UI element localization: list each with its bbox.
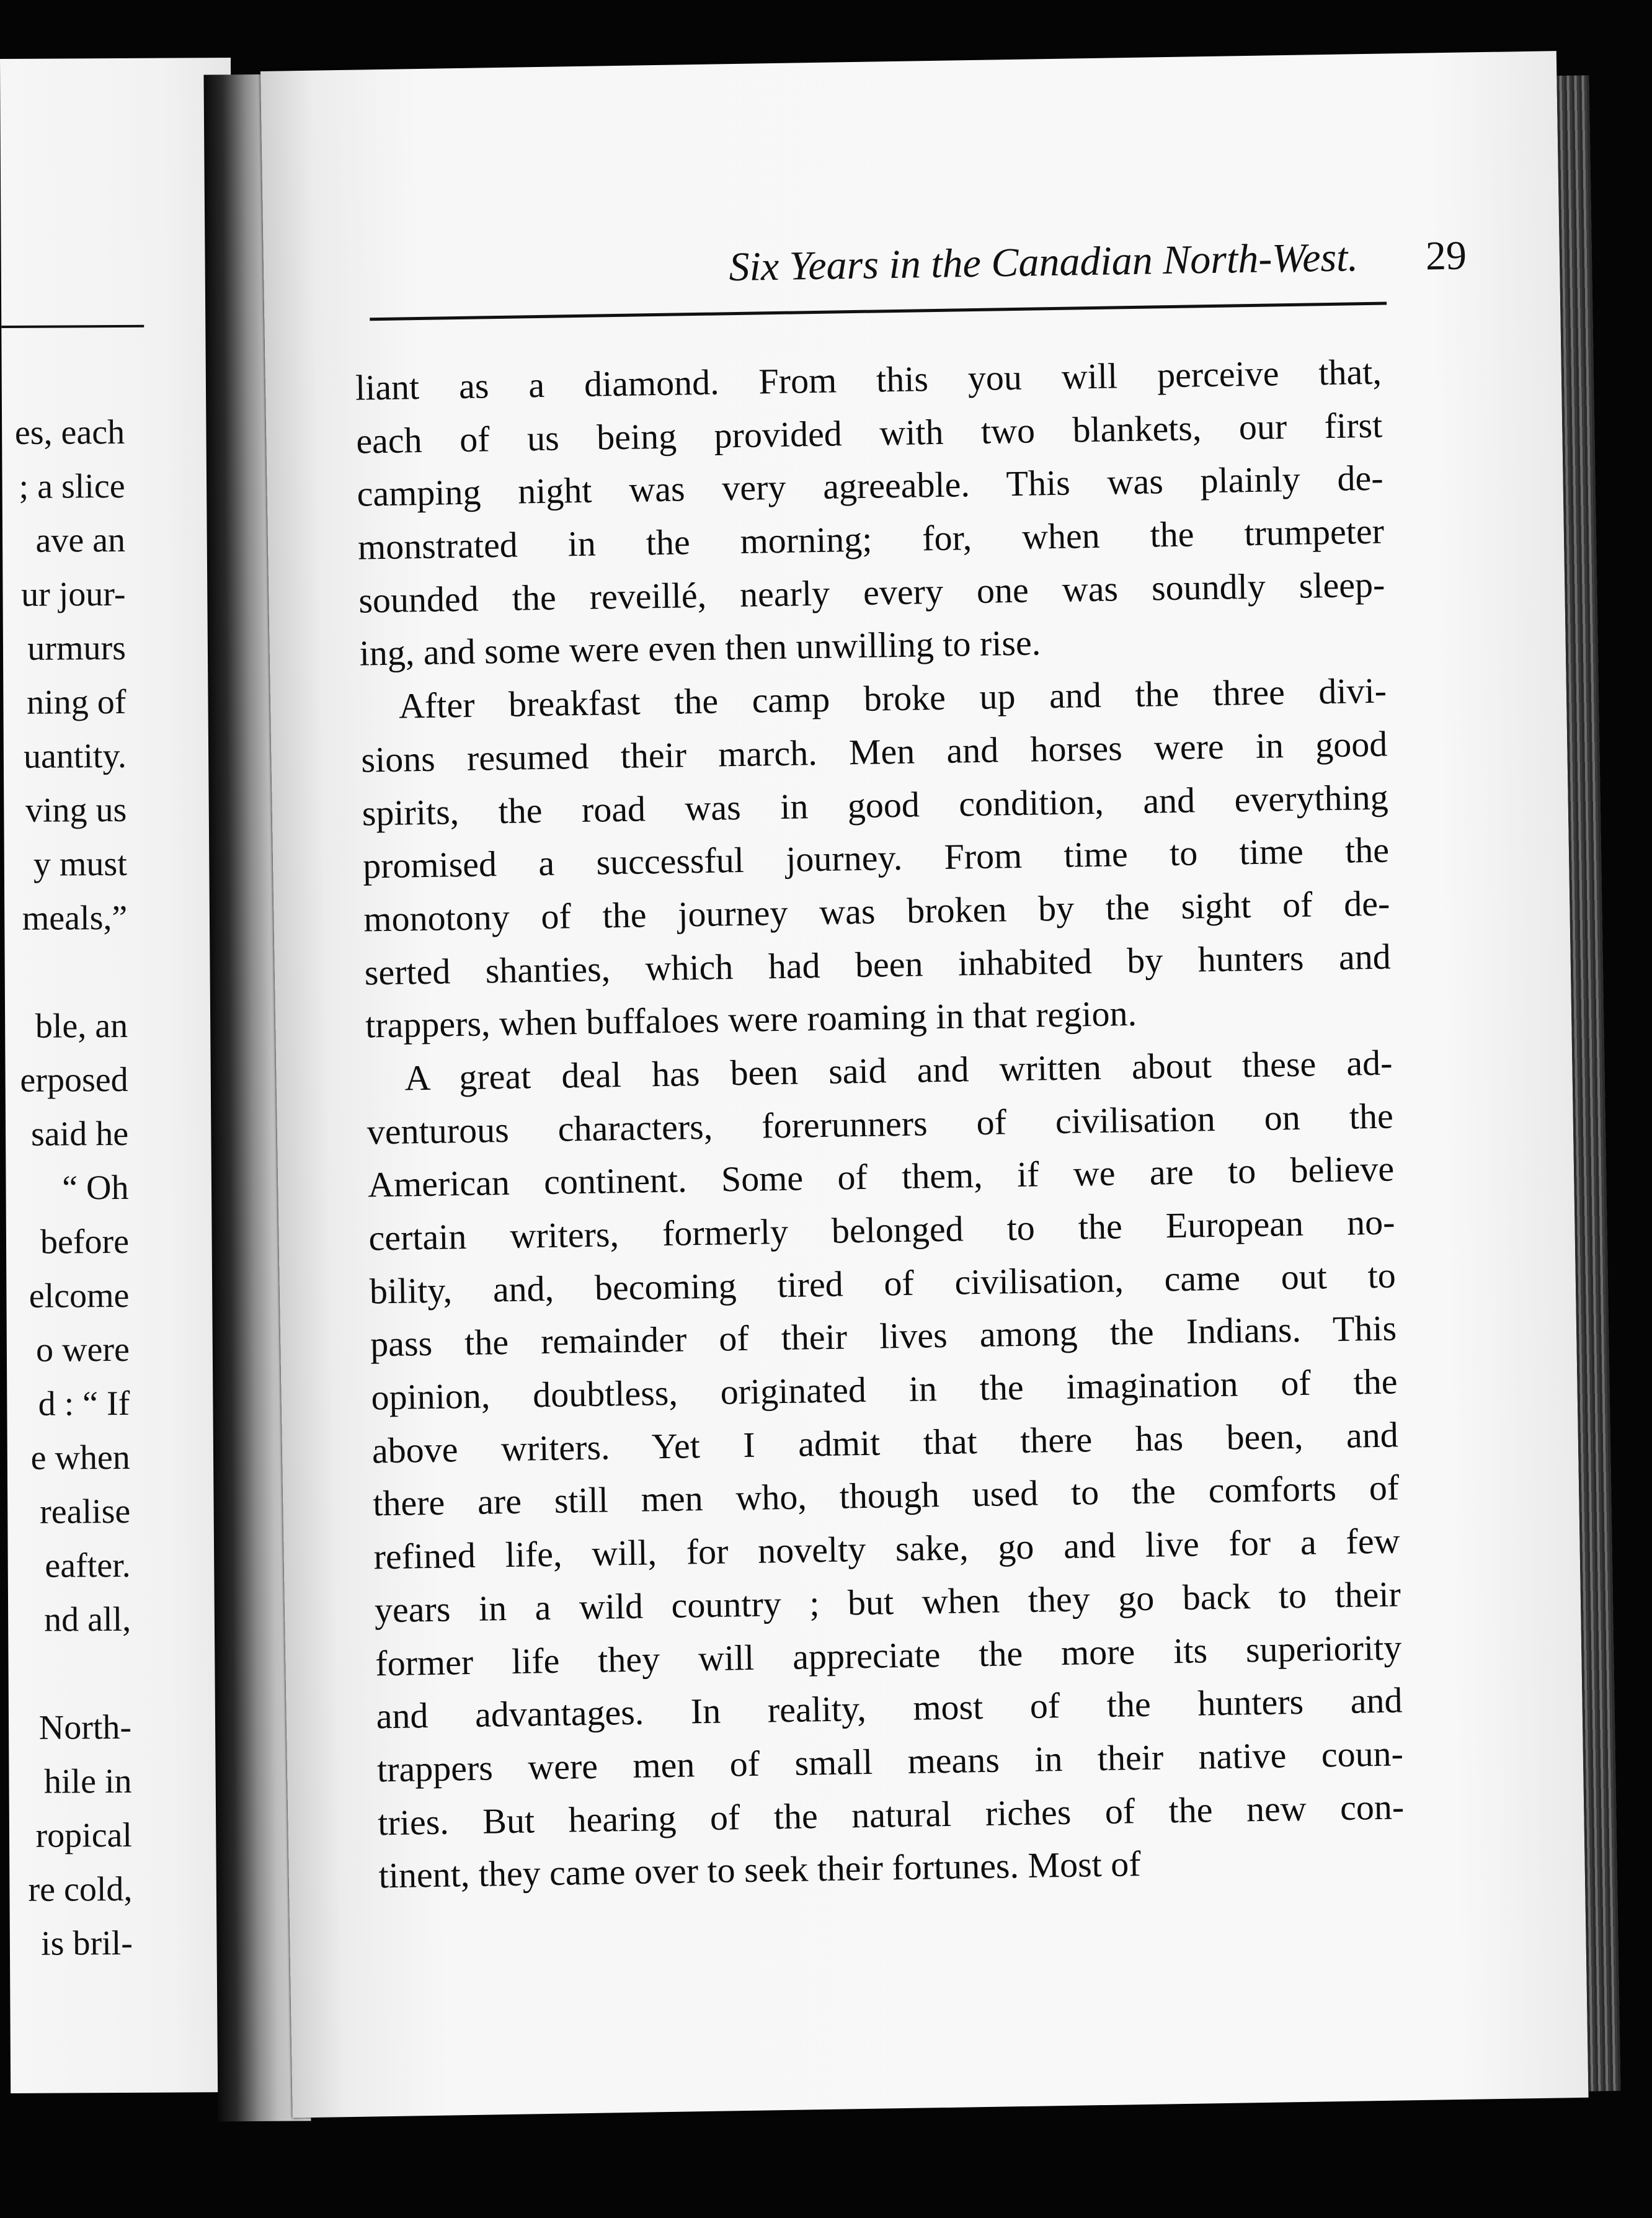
previous-page-line: elcome xyxy=(29,1276,130,1316)
text-line: serted shanties, which had been inhabited by hunters and xyxy=(364,936,1392,993)
running-title: Six Years in the Canadian North-West. xyxy=(728,234,1359,290)
text-line: certain writers, formerly belonged to the European no- xyxy=(368,1201,1395,1258)
previous-page-line: “ Oh xyxy=(62,1168,129,1208)
previous-page-line xyxy=(4,945,127,1000)
previous-page-line: hile in xyxy=(43,1761,132,1801)
previous-page-line: ur jour- xyxy=(20,574,126,614)
text-line: bility, and, becoming tired of civilisation, came out to xyxy=(369,1255,1397,1312)
body-text xyxy=(355,345,1405,1903)
previous-page-line: d : “ If xyxy=(38,1384,130,1423)
previous-page-line: realise xyxy=(39,1492,131,1531)
text-line: former life they will appreciate the more its superiority xyxy=(375,1626,1402,1683)
previous-page-line: is bril- xyxy=(40,1923,133,1963)
previous-page-line: said he xyxy=(30,1114,129,1154)
text-line: American continent. Some of them, if we are to believe xyxy=(367,1148,1395,1205)
page-number: 29 xyxy=(1425,233,1467,279)
text-line: and advantages. In reality, most of the hunters and xyxy=(376,1680,1403,1737)
previous-page-line: ble, an xyxy=(35,1006,128,1046)
text-line: camping night was very agreeable. This was plainly de- xyxy=(357,458,1384,515)
book-page xyxy=(260,51,1589,2118)
text-line: venturous characters, forerunners of civilisation on the xyxy=(366,1095,1394,1152)
text-line: monotony of the journey was broken by the sight of de- xyxy=(363,883,1390,940)
header-rule xyxy=(370,302,1387,321)
paragraph xyxy=(355,345,1386,680)
text-line: monstrated in the morning; for, when the trumpeter xyxy=(357,510,1385,568)
previous-page-line: re cold, xyxy=(28,1869,133,1909)
previous-page-line: North- xyxy=(38,1708,132,1747)
text-line: tries. But hearing of the natural riches of the new con- xyxy=(377,1786,1405,1843)
running-head xyxy=(375,232,1467,305)
text-line: A great deal has been said and written about these ad- xyxy=(404,1042,1393,1098)
text-line: trappers, when buffaloes were roaming in that region. xyxy=(365,993,1137,1046)
paragraph xyxy=(366,1036,1405,1902)
text-line: sounded the reveillé, nearly every one was soundly sleep- xyxy=(358,564,1385,621)
previous-page-line: e when xyxy=(30,1438,130,1477)
previous-page-line: urmurs xyxy=(27,628,127,668)
text-line: opinion, doubtless, originated in the imagination of the xyxy=(371,1361,1398,1418)
text-line: trappers were men of small means in their native coun- xyxy=(376,1733,1404,1790)
text-line: refined life, will, for novelty sake, go and live for a few xyxy=(373,1520,1400,1577)
previous-page-text xyxy=(2,406,133,1971)
previous-page-line: o were xyxy=(35,1330,130,1370)
text-line: ing, and some were even then unwilling to rise. xyxy=(359,622,1041,674)
previous-page-line: es, each xyxy=(14,412,125,452)
previous-page-line: erposed xyxy=(20,1060,128,1100)
previous-page-line: eafter. xyxy=(45,1546,131,1585)
previous-page-line: ave an xyxy=(35,520,126,560)
text-line: liant as a diamond. From this you will perceive that, xyxy=(355,351,1382,408)
text-line: above writers. Yet I admit that there has been, and xyxy=(371,1414,1399,1471)
previous-page-line: uantity. xyxy=(23,736,127,776)
text-line: pass the remainder of their lives among the Indians. This xyxy=(370,1307,1397,1365)
text-line: promised a successful journey. From time to time the xyxy=(362,829,1390,886)
previous-page-line: ropical xyxy=(35,1815,133,1855)
previous-page-line: before xyxy=(40,1222,130,1262)
previous-page-line: ning of xyxy=(27,682,127,722)
previous-page-rule xyxy=(1,325,144,328)
text-line: there are still men who, though used to the comforts of xyxy=(372,1467,1400,1524)
text-line: sions resumed their march. Men and horses were in good xyxy=(360,723,1388,780)
previous-page-line: nd all, xyxy=(44,1600,131,1639)
text-line: each of us being provided with two blankets, our first xyxy=(355,404,1383,461)
scan-background xyxy=(0,2125,1652,2218)
previous-page-line: meals,” xyxy=(22,898,128,938)
previous-page-line xyxy=(8,1647,131,1701)
text-line: tinent, they came over to seek their fortunes. Most of xyxy=(378,1843,1142,1896)
text-line: years in a wild country ; but when they go back to their xyxy=(374,1574,1401,1631)
previous-page-line: ; a slice xyxy=(19,466,125,506)
previous-page-line: y must xyxy=(33,844,127,884)
previous-page-line: ving us xyxy=(25,790,127,830)
text-line: spirits, the road was in good condition, and everything xyxy=(362,777,1389,834)
text-line: After breakfast the camp broke up and the three divi- xyxy=(398,670,1387,726)
paragraph xyxy=(360,664,1392,1053)
page-edge xyxy=(1557,75,1620,2091)
